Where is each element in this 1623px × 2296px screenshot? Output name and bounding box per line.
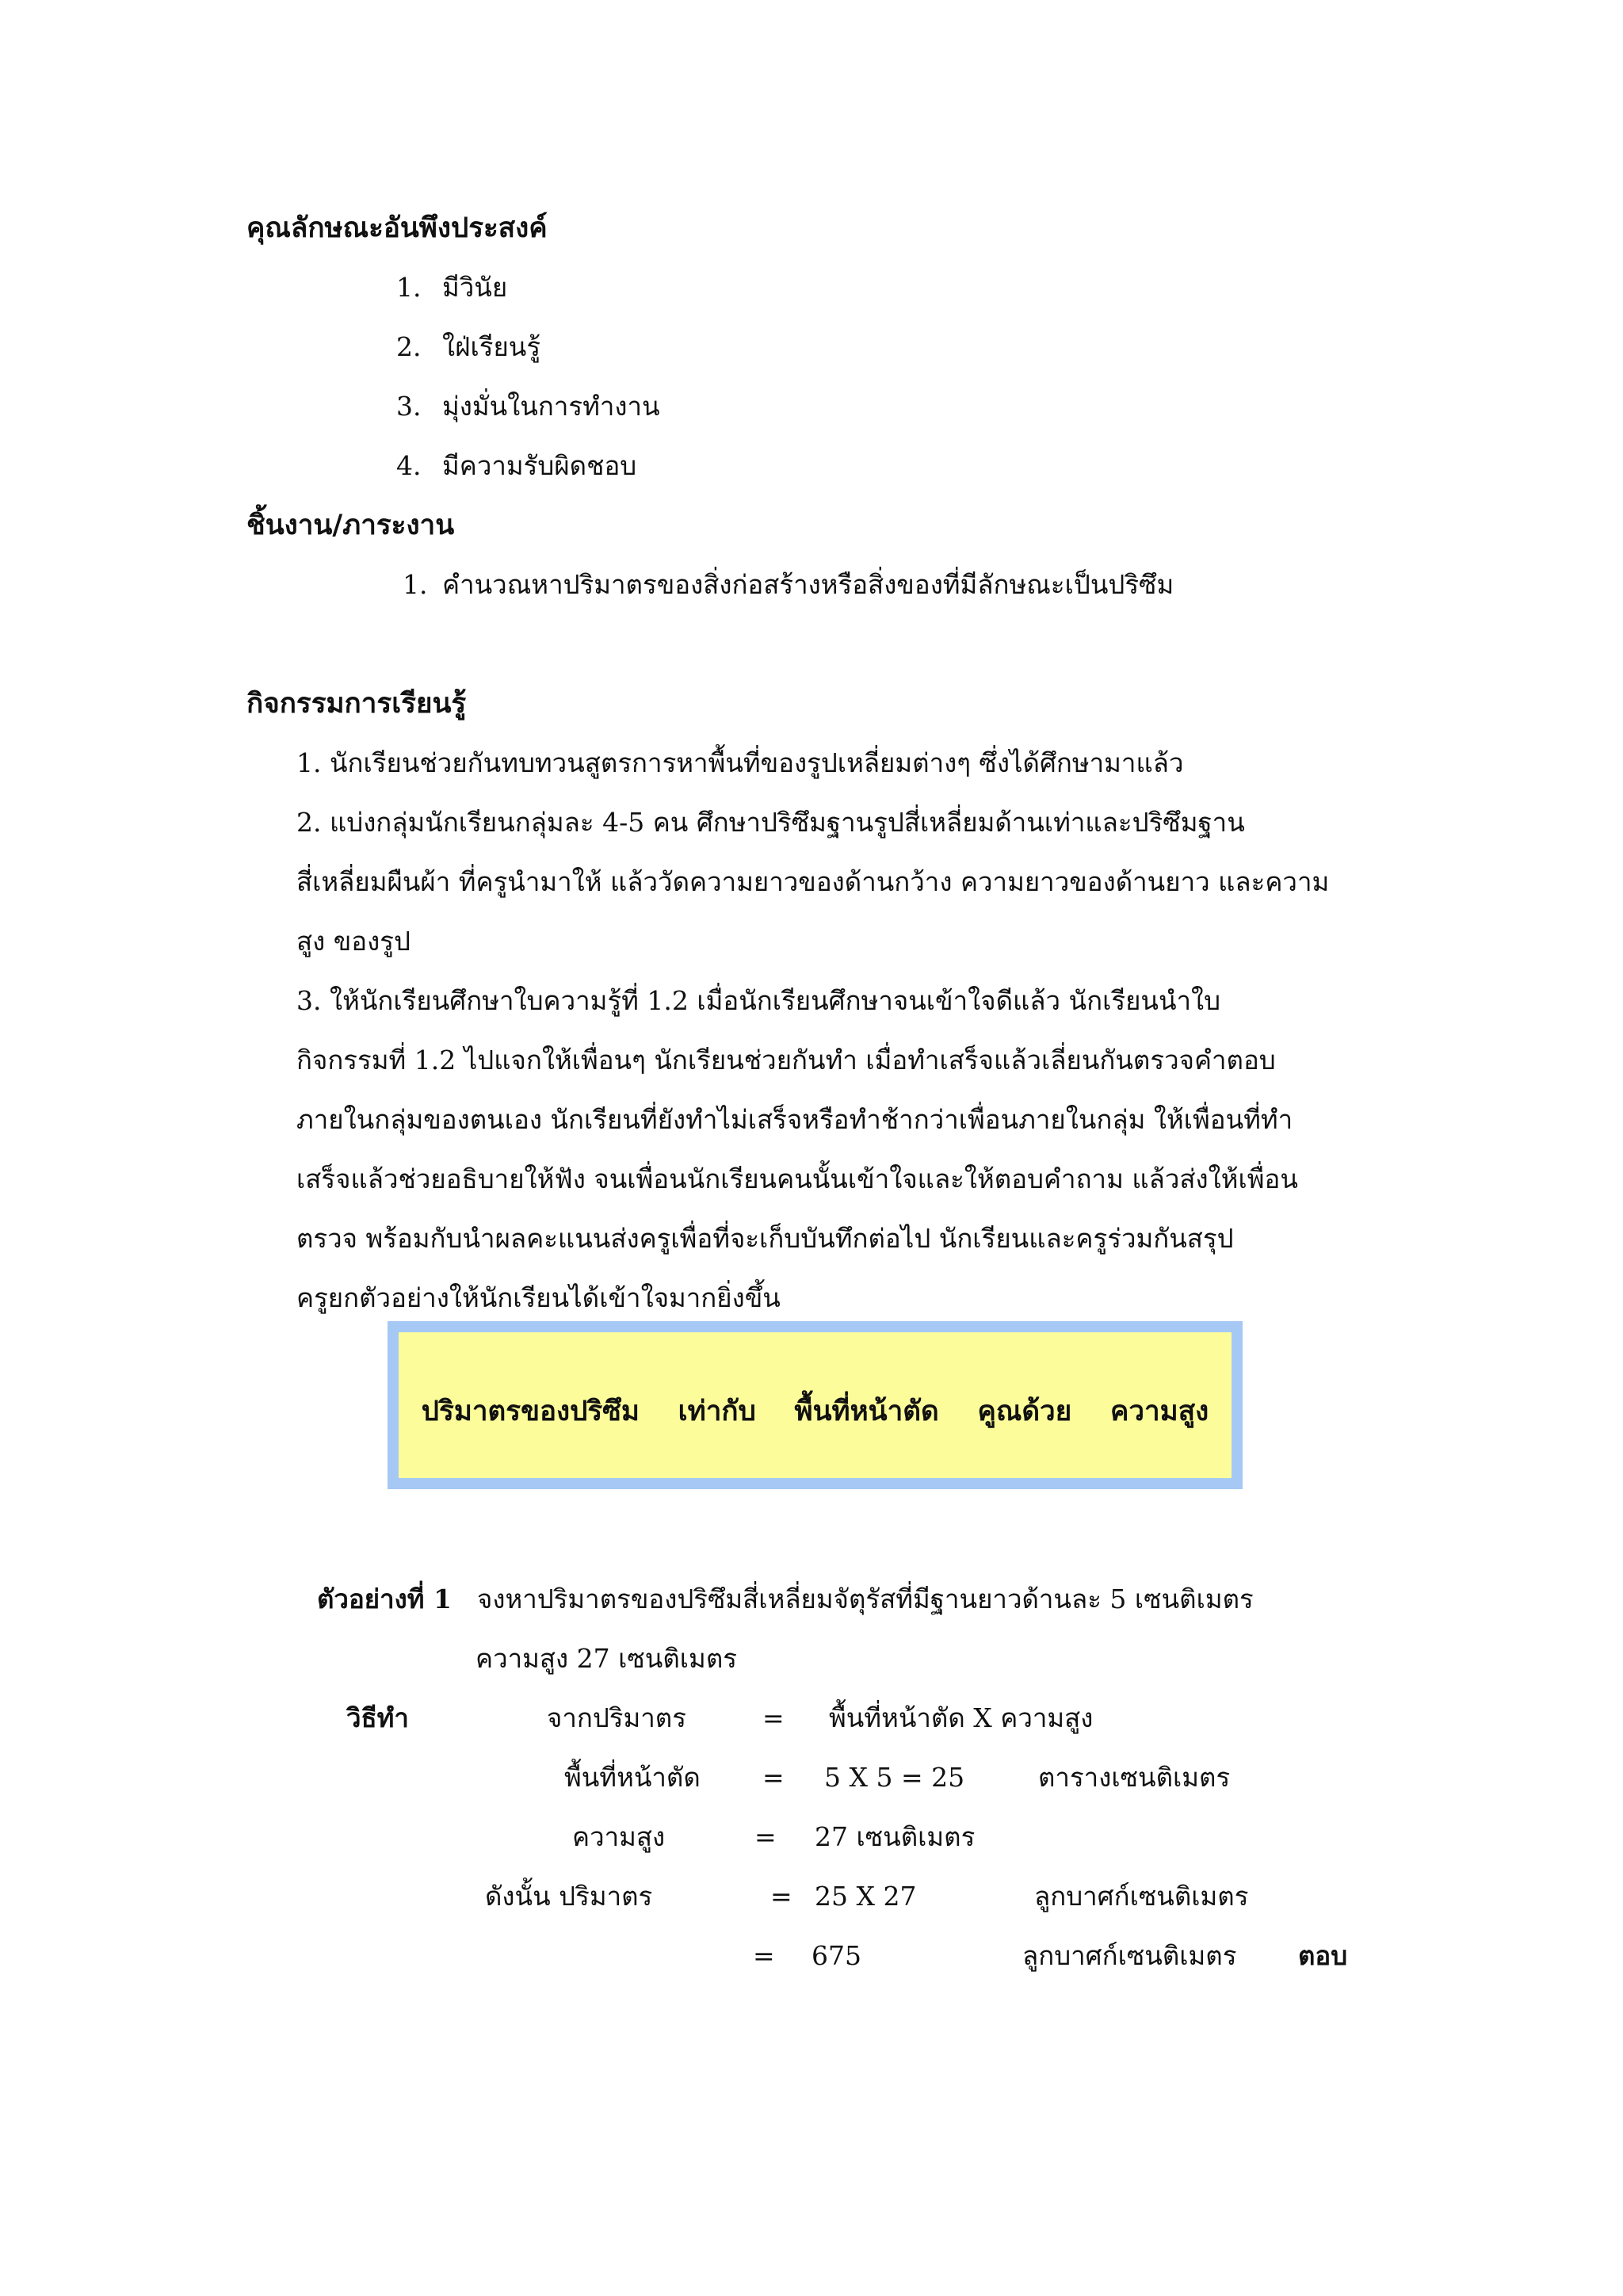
step-unit: ตารางเซนติเมตร (1038, 1762, 1231, 1793)
characteristic-item (396, 330, 540, 365)
item-text: มีความรับผิดชอบ (442, 450, 637, 481)
formula-text: ปริมาตรของปริซึม เท่ากับ พื้นที่หน้าตัด คูณด้วย ความสูง (421, 1395, 1209, 1427)
item-text: มีวินัย (442, 272, 508, 303)
activity-line: ภายในกลุ่มของตนเอง นักเรียนที่ยังทำไม่เสร็จหรือทำช้ากว่าเพื่อนภายในกลุ่ม ให้เพื่อนที่ทำ (296, 1104, 1293, 1135)
step-unit: ลูกบาศก์เซนติเมตร (1034, 1881, 1249, 1912)
item-number: 3. (396, 391, 422, 422)
item-text: มุ่งมั่นในการทำงาน (442, 391, 660, 422)
step-equals: = (770, 1881, 792, 1912)
activities-heading: กิจกรรมการเรียนรู้ (246, 687, 467, 720)
example-question-line: จงหาปริมาตรของปริซึมสี่เหลี่ยมจัตุรัสที่มีฐานยาวด้านละ 5 เซนติเมตร (477, 1584, 1254, 1614)
item-number: 2. (396, 331, 422, 362)
characteristic-item (396, 449, 636, 483)
item-text: คำนวณหาปริมาตรของสิ่งก่อสร้างหรือสิ่งของที่มีลักษณะเป็นปริซึม (442, 569, 1174, 600)
activity-line: สูง ของรูป (296, 926, 411, 957)
item-number: 1. (403, 569, 428, 600)
characteristics-heading: คุณลักษณะอันพึงประสงค์ (246, 212, 548, 244)
step-equals: = (762, 1762, 785, 1793)
step-right: 27 เซนติเมตร (815, 1821, 976, 1852)
step-equals: = (762, 1702, 785, 1733)
step-unit: ลูกบาศก์เซนติเมตร (1022, 1940, 1237, 1971)
activity-line: 1. นักเรียนช่วยกันทบทวนสูตรการหาพื้นที่ของรูปเหลี่ยมต่างๆ ซึ่งได้ศึกษามาแล้ว (296, 747, 1184, 778)
activity-line: เสร็จแล้วช่วยอธิบายให้ฟัง จนเพื่อนนักเรียนคนนั้นเข้าใจและให้ตอบคำถาม แล้วส่งให้เพื่อน (296, 1163, 1298, 1194)
step-right: 25 X 27 (815, 1881, 917, 1912)
work-heading: ชิ้นงาน/ภาระงาน (246, 509, 455, 541)
step-right: 675 (812, 1940, 861, 1971)
activity-line: 2. แบ่งกลุ่มนักเรียนกลุ่มละ 4-5 คน ศึกษาปริซึมฐานรูปสี่เหลี่ยมด้านเท่าและปริซึมฐาน (296, 807, 1245, 838)
step-left: จากปริมาตร (547, 1702, 686, 1733)
characteristic-item (396, 270, 507, 305)
activity-line: 3. ให้นักเรียนศึกษาใบความรู้ที่ 1.2 เมื่อนักเรียนศึกษาจนเข้าใจดีแล้ว นักเรียนนำใบ (296, 985, 1221, 1016)
activity-line: สี่เหลี่ยมผืนผ้า ที่ครูนำมาให้ แล้ววัดความยาวของด้านกว้าง ความยาวของด้านยาว และความ (296, 866, 1330, 897)
step-left: ดังนั้น ปริมาตร (485, 1881, 653, 1912)
method-label: วิธีทำ (346, 1702, 409, 1733)
activity-line: ตรวจ พร้อมกับนำผลคะแนนส่งครูเพื่อที่จะเก็บบันทึกต่อไป นักเรียนและครูร่วมกันสรุป (296, 1223, 1234, 1254)
example-label: ตัวอย่างที่ 1 (317, 1584, 452, 1614)
step-left: ความสูง (572, 1821, 666, 1852)
step-equals: = (754, 1821, 777, 1852)
work-item (403, 567, 1174, 602)
step-left: พื้นที่หน้าตัด (564, 1762, 701, 1793)
formula-box (388, 1321, 1243, 1489)
activity-line: กิจกรรมที่ 1.2 ไปแจกให้เพื่อนๆ นักเรียนช่วยกันทำ เมื่อทำเสร็จแล้วเลี่ยนกันตรวจคำตอบ (296, 1045, 1276, 1075)
item-number: 4. (396, 450, 422, 481)
item-text: ใฝ่เรียนรู้ (442, 331, 541, 362)
item-number: 1. (396, 272, 422, 303)
step-right: 5 X 5 = 25 (824, 1762, 965, 1793)
answer-label: ตอบ (1298, 1940, 1348, 1971)
example-question-line: ความสูง 27 เซนติเมตร (475, 1643, 737, 1674)
step-right: พื้นที่หน้าตัด X ความสูง (829, 1702, 1094, 1733)
activity-line: ครูยกตัวอย่างให้นักเรียนได้เข้าใจมากยิ่งขึ้น (296, 1282, 781, 1313)
step-equals: = (753, 1940, 775, 1971)
characteristic-item (396, 389, 660, 424)
